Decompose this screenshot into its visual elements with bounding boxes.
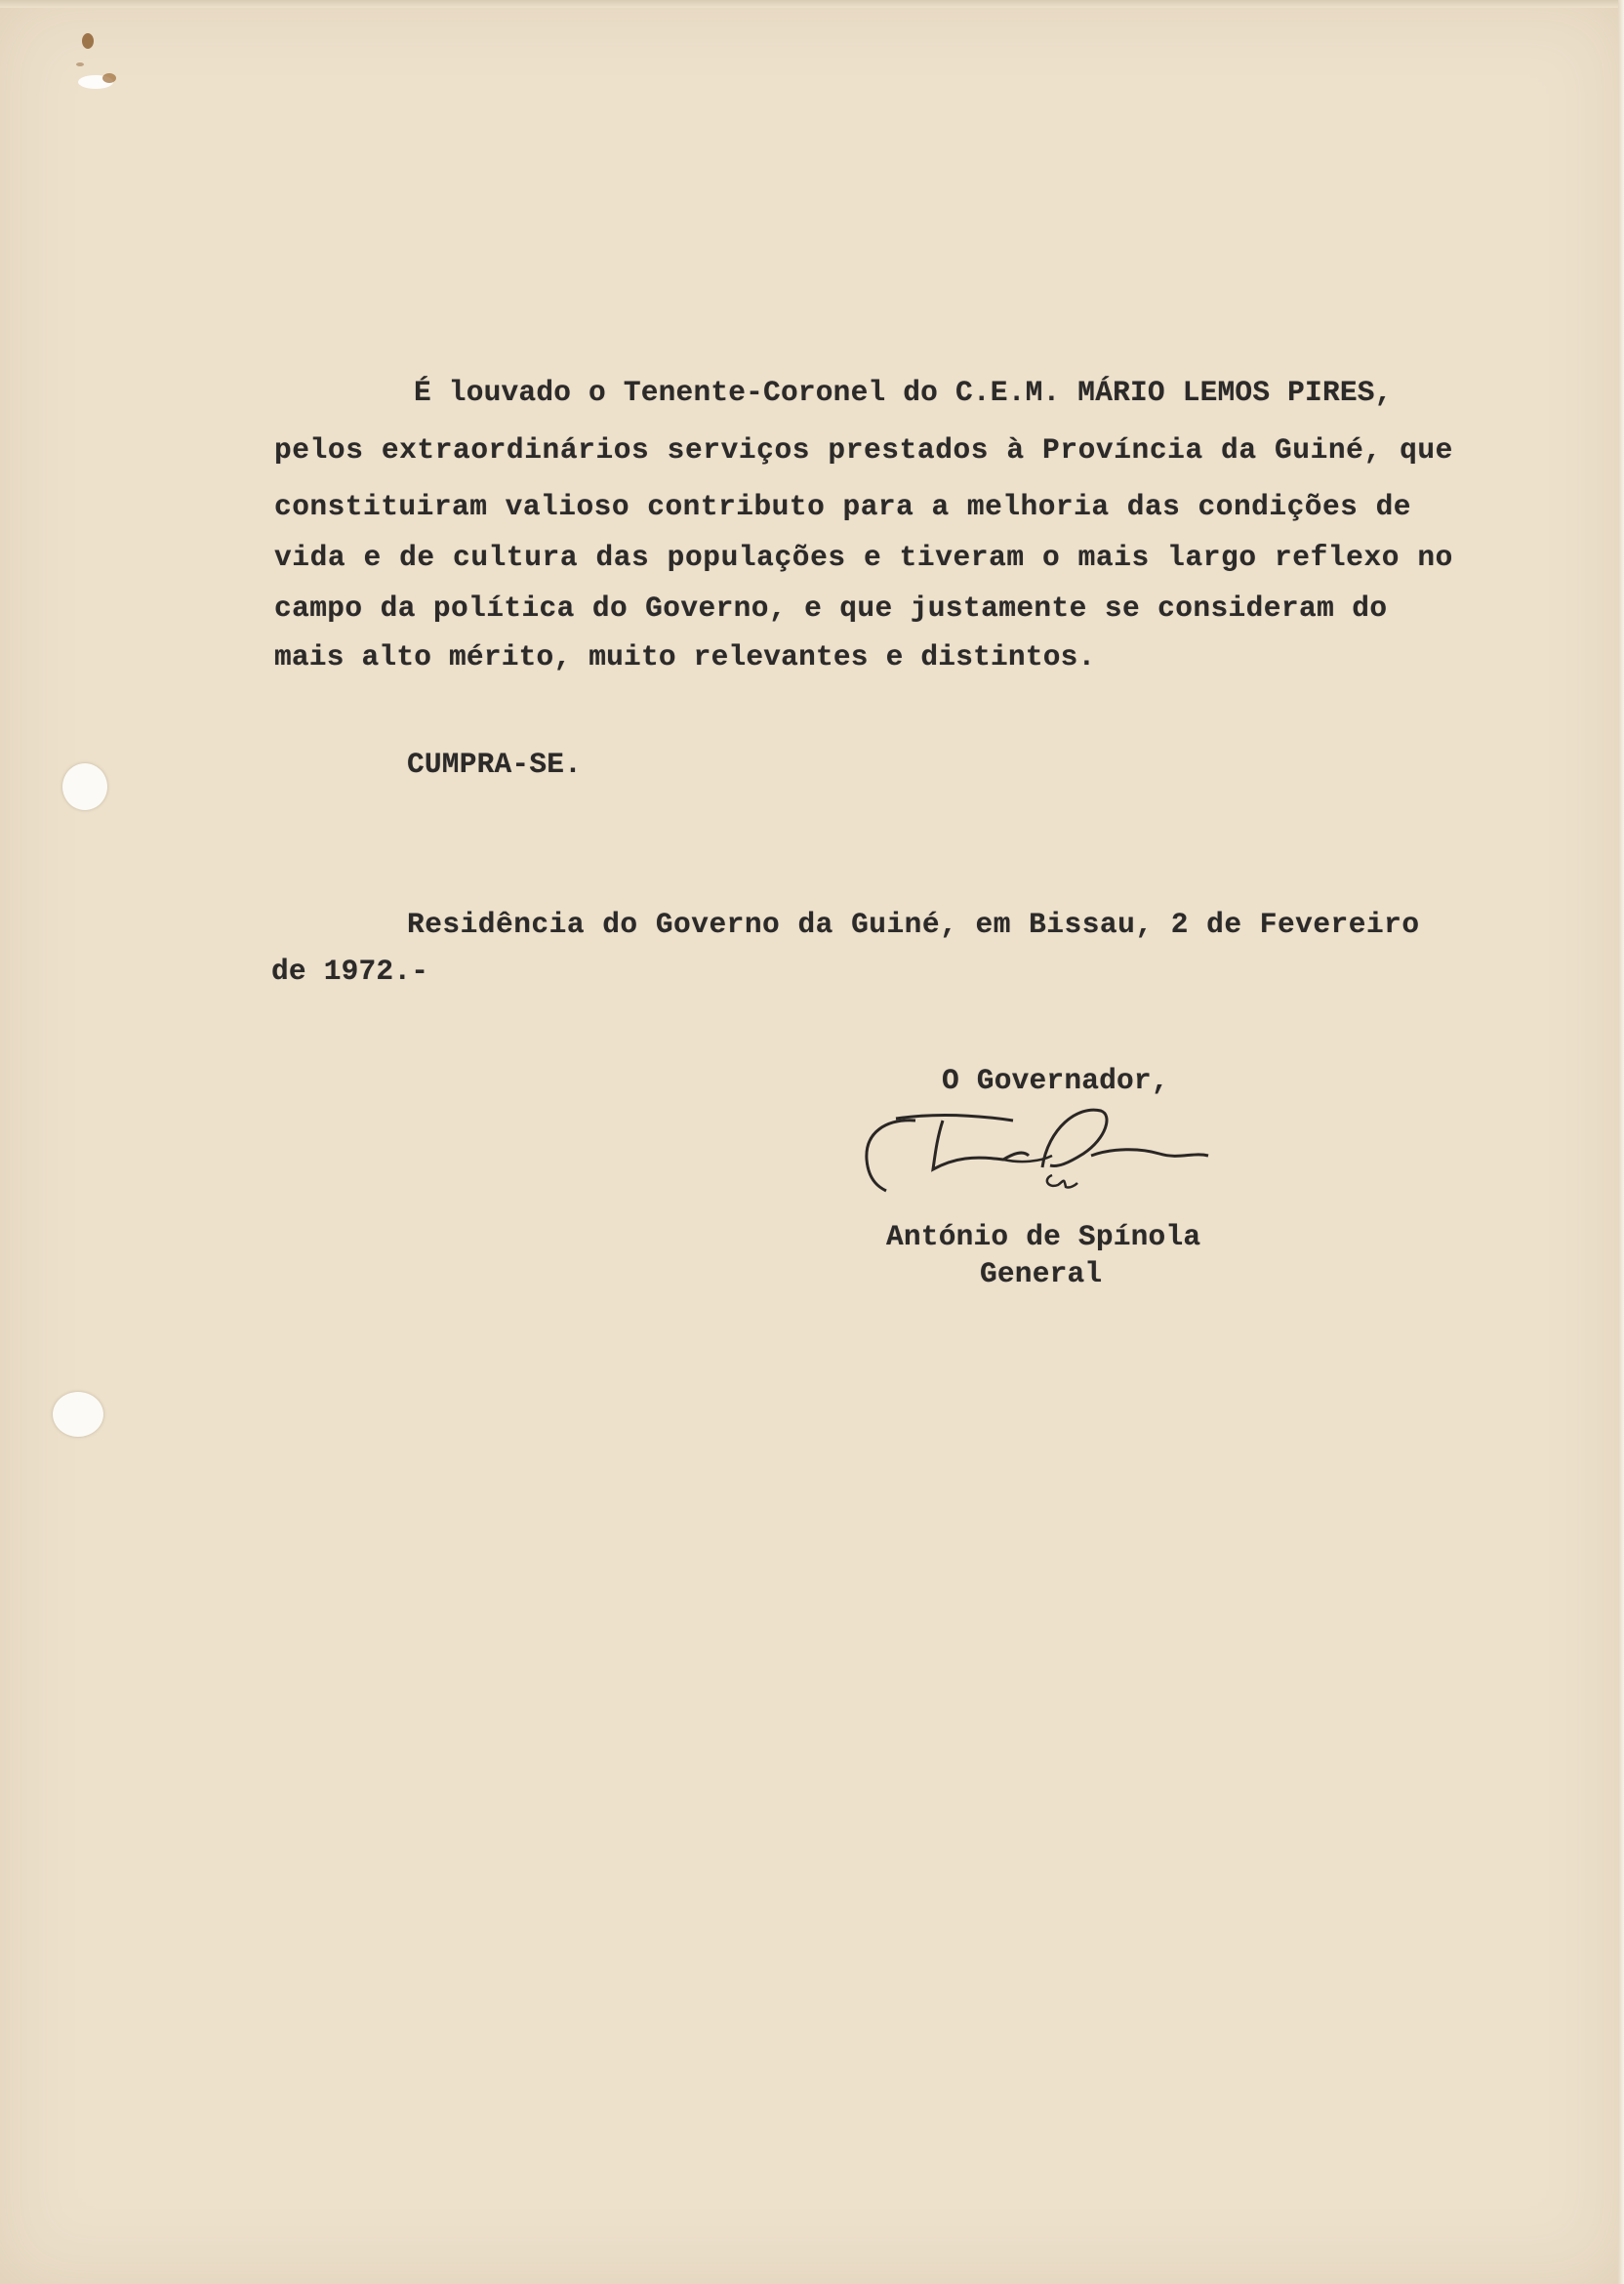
handwritten-signature	[857, 1099, 1218, 1202]
place-date-line-2: de 1972.-	[271, 955, 429, 988]
body-line-2: pelos extraordinários serviços prestados à Província da Guiné, que	[274, 433, 1453, 467]
body-line-5: campo da política do Governo, e que justamente se consideram do	[274, 591, 1388, 625]
rust-stain-mark	[61, 29, 139, 98]
body-line-4: vida e de cultura das populações e tiveram o mais largo reflexo no	[274, 541, 1453, 574]
signatory-rank: General	[980, 1257, 1103, 1290]
page-right-edge	[1618, 0, 1624, 2284]
body-line-6: mais alto mérito, muito relevantes e distintos.	[274, 640, 1096, 673]
body-line-1: É louvado o Tenente-Coronel do C.E.M. MÁRIO LEMOS PIRES,	[414, 376, 1393, 409]
punch-hole	[53, 1392, 103, 1437]
punch-hole	[62, 763, 107, 810]
page-top-edge	[0, 0, 1624, 8]
closing-salutation: O Governador,	[942, 1064, 1169, 1097]
cumpra-se-line: CUMPRA-SE.	[407, 748, 583, 781]
signatory-name: António de Spínola	[886, 1220, 1201, 1253]
place-date-line-1: Residência do Governo da Guiné, em Bissau, 2 de Fevereiro	[407, 908, 1420, 941]
body-line-3: constituiram valioso contributo para a melhoria das condições de	[274, 490, 1411, 523]
